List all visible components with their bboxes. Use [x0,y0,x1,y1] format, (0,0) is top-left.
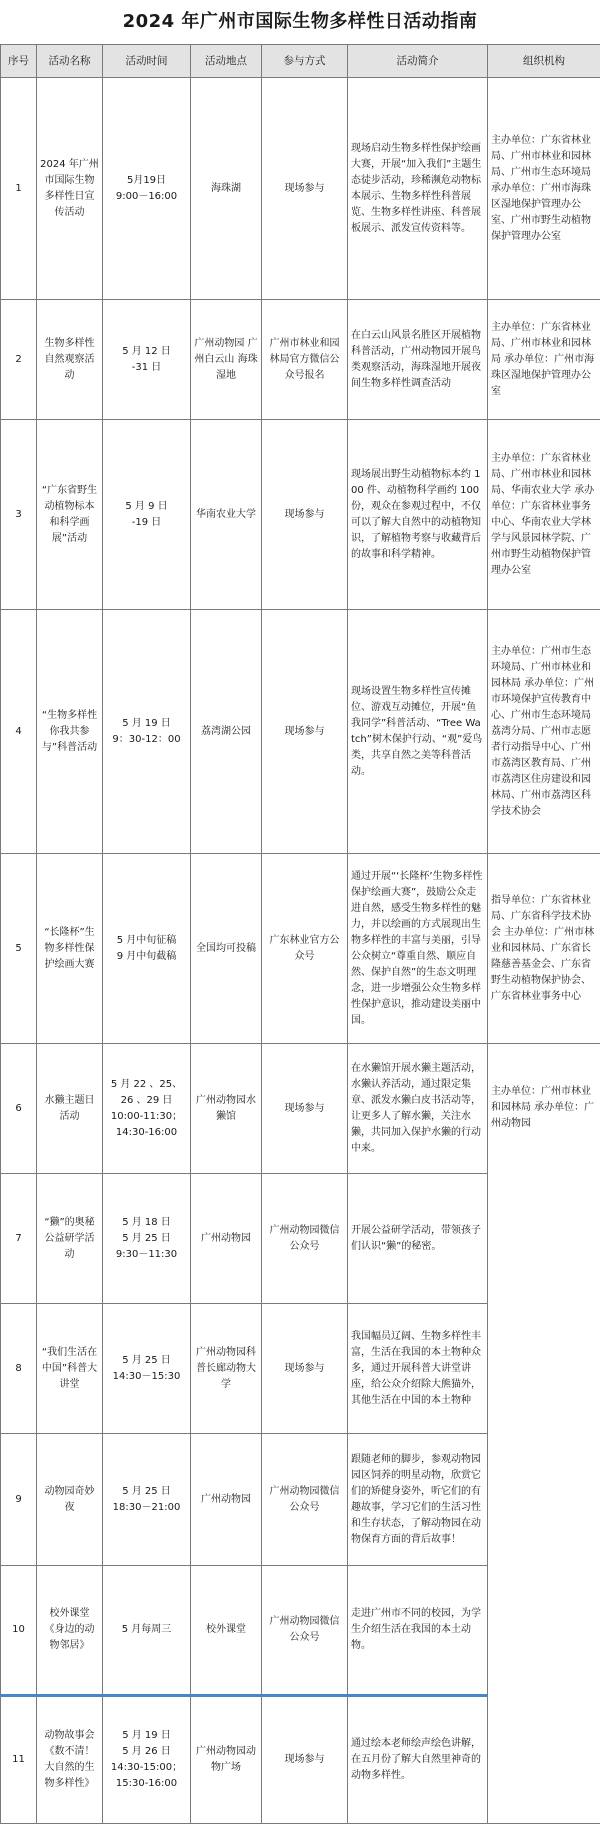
activity-time [103,1174,191,1304]
activity-place: 广州动物园 广州白云山 海珠湿地 [191,300,262,420]
activity-org: 主办单位：广东省林业局、广州市林业和园林局、华南农业大学 承办单位：广东省林业事务中心、华南农业大学林学与风景园林学院、广州市野生动植物保护管理办公室 [488,420,600,610]
activity-name: “我们生活在中国”科普大讲堂 [37,1304,103,1434]
time-line: 5 月 25 日 [106,1231,187,1247]
time-line: 18:30－21:00 [106,1500,187,1516]
activity-org: 主办单位：广州市生态环境局、广州市林业和园林局 承办单位：广州市环境保护宣传教育中心、广州市生态环境局荔湾分局、广州市志愿者行动指导中心、广州市荔湾区教育局、广州市荔湾区住房建设和园林局、广州市荔湾区科学技术协会 [488,610,600,854]
time-line: 9:00－16:00 [106,189,187,205]
activity-method: 现场参与 [262,78,348,300]
header-place: 活动地点 [191,45,262,78]
row-number: 2 [1,300,37,420]
header-name: 活动名称 [37,45,103,78]
header-intro: 活动简介 [348,45,488,78]
activity-time [103,300,191,420]
activity-place: 广州动物园科普长廊动物大学 [191,1304,262,1434]
time-line: 5 月 25 日 [106,1484,187,1500]
activity-method: 现场参与 [262,1696,348,1824]
activity-method: 广东林业官方公众号 [262,854,348,1044]
time-line: 5 月 12 日 [106,344,187,360]
activity-name: “生物多样性 你我共参与”科普活动 [37,610,103,854]
table-row [1,300,600,420]
activity-method: 现场参与 [262,1044,348,1174]
activity-place: 全国均可投稿 [191,854,262,1044]
activity-name: 生物多样性自然观察活动 [37,300,103,420]
time-line: -31 日 [106,360,187,376]
activity-time [103,1696,191,1824]
row-number: 11 [1,1696,37,1824]
row-number: 3 [1,420,37,610]
activity-place: 广州动物园 [191,1174,262,1304]
activity-intro: 跟随老师的脚步，参观动物园园区饲养的明星动物，欣赏它们的矫健身姿外，听它们的有趣故事，学习它们的生活习性和生存状态，了解动物园在动物保育方面的背后故事！ [348,1434,488,1566]
row-number: 9 [1,1434,37,1566]
time-line: 5 月 19 日 [106,716,187,732]
activity-time [103,420,191,610]
activity-time [103,1044,191,1174]
activity-time [103,1304,191,1434]
activity-intro: 通过绘本老师绘声绘色讲解，在五月份了解大自然里神奇的动物多样性。 [348,1696,488,1824]
time-line: 5 月 19 日 [106,1728,187,1744]
time-line: 15:30-16:00 [106,1776,187,1792]
activity-intro: 开展公益研学活动，带领孩子们认识“獭”的秘密。 [348,1174,488,1304]
activity-org: 主办单位：广东省林业局、广州市林业和园林局、广州市生态环境局 承办单位：广州市海珠区湿地保护管理办公室、广州市野生动植物保护管理办公室 [488,78,600,300]
row-number: 8 [1,1304,37,1434]
time-line: -19 日 [106,515,187,531]
activity-table [0,44,600,1824]
activity-name: 动物故事会《数不清！大自然的生物多样性》 [37,1696,103,1824]
activity-method: 广州动物园微信公众号 [262,1566,348,1696]
activity-method: 现场参与 [262,1304,348,1434]
table-row [1,854,600,1044]
time-line: 5月19日 [106,173,187,189]
activity-place: 华南农业大学 [191,420,262,610]
activity-name: 校外课堂《身边的动物邻居》 [37,1566,103,1696]
activity-intro: 在白云山风景名胜区开展植物科普活动，广州动物园开展鸟类观察活动，海珠湿地开展夜间生物多样性调查活动 [348,300,488,420]
table-row [1,78,600,300]
activity-place: 广州动物园动物广场 [191,1696,262,1824]
activity-method: 广州市林业和园林局官方微信公众号报名 [262,300,348,420]
activity-place: 海珠湖 [191,78,262,300]
time-line: 14:30－15:30 [106,1369,187,1385]
activity-intro: 我国幅员辽阔、生物多样性丰富，生活在我国的本土物种众多，通过开展科普大讲堂讲座，给公众介绍除大熊猫外，其他生活在中国的本土物种 [348,1304,488,1434]
activity-time [103,610,191,854]
activity-time [103,78,191,300]
row-number: 5 [1,854,37,1044]
activity-intro: 走进广州市不同的校园，为学生介绍生活在我国的本土动物。 [348,1566,488,1696]
activity-time [103,1434,191,1566]
header-method: 参与方式 [262,45,348,78]
activity-time [103,1566,191,1696]
time-line: 5 月中旬征稿 [106,933,187,949]
activity-name: 动物园奇妙夜 [37,1434,103,1566]
activity-name: “长隆杯”生物多样性保护绘画大赛 [37,854,103,1044]
time-line: 14:30-15:00； [106,1760,187,1776]
activity-name: “广东省野生动植物标本和科学画展”活动 [37,420,103,610]
activity-org-text: 主办单位：广州市林业和园林局 承办单位：广州动物园 [491,1086,594,1129]
table-row [1,1044,600,1174]
time-line: 9 月中旬截稿 [106,949,187,965]
header-time: 活动时间 [103,45,191,78]
time-line: 26 、29 日 [106,1093,187,1109]
time-line: 5 月 18 日 [106,1215,187,1231]
table-header-row [1,45,600,78]
table-row [1,610,600,854]
time-line: 5 月每周三 [106,1622,187,1638]
activity-org: 指导单位：广东省林业局、广东省科学技术协会 主办单位：广州市林业和园林局、广东省长隆慈善基金会、广东省野生动植物保护协会、广东省林业事务中心 [488,854,600,1044]
time-line: 5 月 25 日 [106,1353,187,1369]
time-line: 9:30－11:30 [106,1247,187,1263]
header-org: 组织机构 [488,45,600,78]
time-line: 14:30-16:00 [106,1125,187,1141]
activity-place: 荔湾湖公园 [191,610,262,854]
activity-intro: 在水獭馆开展水獭主题活动，水獭认养活动，通过限定集章、派发水獭白皮书活动等，让更多人了解水獭，关注水獭，共同加入保护水獭的行动中来。 [348,1044,488,1174]
activity-name: “獭”的奥秘公益研学活动 [37,1174,103,1304]
activity-place: 广州动物园 [191,1434,262,1566]
activity-time [103,854,191,1044]
time-line: 5 月 9 日 [106,499,187,515]
row-number: 4 [1,610,37,854]
header-no: 序号 [1,45,37,78]
row-number: 7 [1,1174,37,1304]
row-number: 10 [1,1566,37,1696]
activity-method: 广州动物园微信公众号 [262,1434,348,1566]
activity-method: 广州动物园微信公众号 [262,1174,348,1304]
activity-org: 主办单位：广东省林业局、广州市林业和园林局 承办单位：广州市海珠区湿地保护管理办公室 [488,300,600,420]
activity-intro: 现场设置生物多样性宣传摊位、游戏互动摊位，开展“鱼我同学”科普活动、“Tree Watch”树木保护行动、“观”爱鸟类，共享自然之美等科普活动。 [348,610,488,854]
activity-place: 广州动物园水獭馆 [191,1044,262,1174]
time-line: 5 月 22 、25、 [106,1077,187,1093]
row-number: 6 [1,1044,37,1174]
time-line: 9：30-12：00 [106,732,187,748]
activity-org [488,1044,600,1824]
activity-name: 水獭主题日活动 [37,1044,103,1174]
page-title: 2024 年广州市国际生物多样性日活动指南 [0,0,600,44]
time-line: 5 月 26 日 [106,1744,187,1760]
activity-method: 现场参与 [262,420,348,610]
activity-method: 现场参与 [262,610,348,854]
activity-place: 校外课堂 [191,1566,262,1696]
activity-intro: 现场启动生物多样性保护绘画大赛，开展“加入我们”主题生态徒步活动，珍稀濒危动物标本展示、生物多样性科普展览、生物多样性讲座、科普展板展示、派发宣传资料等。 [348,78,488,300]
time-line: 10:00-11:30； [106,1109,187,1125]
activity-intro: 现场展出野生动植物标本约 100 件、动植物科学画约 100 份，观众在参观过程中，不仅可以了解大自然中的动植物知识，了解植物考察与收藏背后的故事和科学精神。 [348,420,488,610]
row-number: 1 [1,78,37,300]
activity-intro: 通过开展“‘长隆杯’生物多样性保护绘画大赛”，鼓励公众走进自然，感受生物多样性的魅力，并以绘画的方式展现出生物多样性的丰富与美丽，引导公众树立“尊重自然、顺应自然、保护自然”的生态文明理念，进一步增强公众生物多样性保护意识，推动建设美丽中国。 [348,854,488,1044]
table-row [1,420,600,610]
activity-name: 2024 年广州市国际生物多样性日宣传活动 [37,78,103,300]
